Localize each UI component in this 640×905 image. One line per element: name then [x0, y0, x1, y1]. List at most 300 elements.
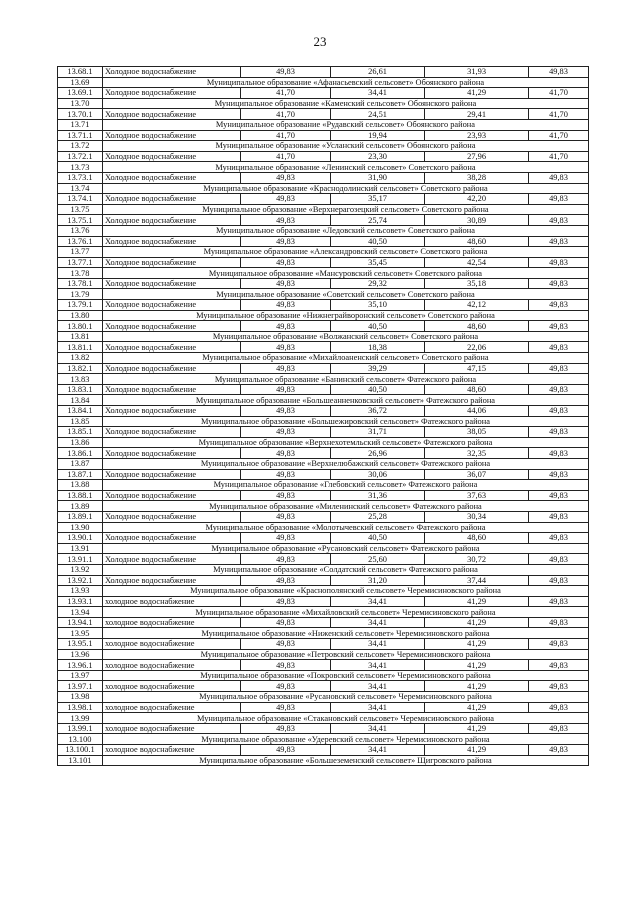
tariff-value-4: 49,83: [529, 490, 589, 501]
service-row: [58, 172, 589, 183]
tariff-value-4: 49,83: [529, 681, 589, 692]
municipality-row: [58, 692, 589, 703]
tariff-value-3: 42,12: [425, 300, 529, 311]
service-name: Холодное водоснабжение: [102, 384, 240, 395]
municipality-name: Муниципальное образование «Большежировский сельсовет» Фатежского района: [102, 416, 588, 427]
row-number: 13.88: [58, 480, 103, 491]
municipality-name: Муниципальное образование «Русановский сельсовет» Черемисиновского района: [102, 692, 588, 703]
municipality-name: Муниципальное образование «Русановский сельсовет» Фатежского района: [102, 543, 588, 554]
tariff-value-1: 49,83: [241, 745, 331, 756]
row-number: 13.85.1: [58, 427, 103, 438]
tariff-value-3: 42,20: [425, 194, 529, 205]
row-number: 13.82.1: [58, 363, 103, 374]
tariff-value-1: 49,83: [241, 469, 331, 480]
tariff-value-2: 31,36: [330, 490, 424, 501]
tariff-value-2: 24,51: [330, 109, 424, 120]
municipality-name: Муниципальное образование «Ледовский сельсовет» Советского района: [102, 225, 588, 236]
tariff-value-2: 34,41: [330, 596, 424, 607]
tariff-value-3: 31,93: [425, 67, 529, 78]
municipality-row: [58, 480, 589, 491]
tariff-value-4: 49,83: [529, 575, 589, 586]
row-number: 13.89.1: [58, 511, 103, 522]
tariff-value-1: 49,83: [241, 490, 331, 501]
page-number: 23: [313, 34, 327, 49]
municipality-row: [58, 162, 589, 173]
row-number: 13.78: [58, 268, 103, 279]
row-number: 13.76.1: [58, 236, 103, 247]
municipality-name: Муниципальное образование «Ниженский сельсовет» Черемисиновского района: [102, 628, 588, 639]
tariff-value-3: 38,05: [425, 427, 529, 438]
municipality-row: [58, 607, 589, 618]
tariff-value-2: 40,50: [330, 321, 424, 332]
municipality-row: [58, 649, 589, 660]
tariff-value-2: 35,10: [330, 300, 424, 311]
tariff-value-2: 30,06: [330, 469, 424, 480]
service-name: Холодное водоснабжение: [102, 67, 240, 78]
service-name: Холодное водоснабжение: [102, 342, 240, 353]
row-number: 13.77.1: [58, 257, 103, 268]
row-number: 13.68.1: [58, 67, 103, 78]
service-name: Холодное водоснабжение: [102, 511, 240, 522]
tariff-value-4: 49,83: [529, 67, 589, 78]
row-number: 13.73: [58, 162, 103, 173]
tariff-value-4: 49,83: [529, 596, 589, 607]
service-name: Холодное водоснабжение: [102, 130, 240, 141]
service-row: [58, 109, 589, 120]
row-number: 13.95.1: [58, 639, 103, 650]
service-name: Холодное водоснабжение: [102, 554, 240, 565]
tariff-value-1: 49,83: [241, 194, 331, 205]
tariff-value-4: 49,83: [529, 554, 589, 565]
tariff-value-3: 41,29: [425, 723, 529, 734]
tariff-value-1: 49,83: [241, 596, 331, 607]
municipality-name: Муниципальное образование «Верхнерагозецкий сельсовет» Советского района: [102, 204, 588, 215]
tariff-value-2: 31,71: [330, 427, 424, 438]
row-number: 13.91.1: [58, 554, 103, 565]
tariff-value-2: 34,41: [330, 639, 424, 650]
tariff-value-1: 49,83: [241, 448, 331, 459]
tariff-value-4: 49,83: [529, 406, 589, 417]
municipality-name: Муниципальное образование «Советский сельсовет» Советского района: [102, 289, 588, 300]
tariff-value-2: 40,50: [330, 236, 424, 247]
tariff-value-1: 41,70: [241, 88, 331, 99]
service-row: [58, 151, 589, 162]
service-name: Холодное водоснабжение: [102, 215, 240, 226]
row-number: 13.98.1: [58, 702, 103, 713]
tariff-value-2: 35,45: [330, 257, 424, 268]
service-row: [58, 490, 589, 501]
tariff-value-3: 30,72: [425, 554, 529, 565]
municipality-row: [58, 268, 589, 279]
service-row: [58, 257, 589, 268]
service-name: холодное водоснабжение: [102, 639, 240, 650]
tariff-value-3: 29,41: [425, 109, 529, 120]
tariff-value-4: 49,83: [529, 448, 589, 459]
municipality-row: [58, 289, 589, 300]
municipality-name: Муниципальное образование «Большеанненковский сельсовет» Фатежского района: [102, 395, 588, 406]
municipality-name: Муниципальное образование «Краснодолинский сельсовет» Советского района: [102, 183, 588, 194]
row-number: 13.77: [58, 247, 103, 258]
tariff-value-4: 49,83: [529, 300, 589, 311]
tariff-value-3: 48,60: [425, 384, 529, 395]
row-number: 13.84: [58, 395, 103, 406]
service-name: Холодное водоснабжение: [102, 88, 240, 99]
tariff-value-1: 49,83: [241, 617, 331, 628]
municipality-row: [58, 628, 589, 639]
municipality-row: [58, 395, 589, 406]
row-number: 13.92.1: [58, 575, 103, 586]
row-number: 13.93: [58, 586, 103, 597]
service-name: Холодное водоснабжение: [102, 236, 240, 247]
tariff-table: [57, 66, 589, 766]
row-number: 13.69.1: [58, 88, 103, 99]
tariff-value-1: 49,83: [241, 236, 331, 247]
municipality-name: Муниципальное образование «Михайлоаненский сельсовет» Советского района: [102, 353, 588, 364]
municipality-row: [58, 543, 589, 554]
tariff-table-body: [58, 67, 589, 766]
tariff-value-4: 49,83: [529, 236, 589, 247]
row-number: 13.89: [58, 501, 103, 512]
tariff-value-3: 23,93: [425, 130, 529, 141]
municipality-row: [58, 458, 589, 469]
row-number: 13.72.1: [58, 151, 103, 162]
tariff-value-1: 49,83: [241, 67, 331, 78]
row-number: 13.69: [58, 77, 103, 88]
row-number: 13.99.1: [58, 723, 103, 734]
row-number: 13.91: [58, 543, 103, 554]
tariff-value-1: 41,70: [241, 109, 331, 120]
municipality-name: Муниципальное образование «Покровский сельсовет» Черемисиновского района: [102, 670, 588, 681]
service-row: [58, 130, 589, 141]
tariff-value-4: 41,70: [529, 109, 589, 120]
row-number: 13.87.1: [58, 469, 103, 480]
service-row: [58, 723, 589, 734]
municipality-row: [58, 119, 589, 130]
row-number: 13.93.1: [58, 596, 103, 607]
row-number: 13.99: [58, 713, 103, 724]
municipality-name: Муниципальное образование «Краснополянский сельсовет» Черемисиновского района: [102, 586, 588, 597]
tariff-value-2: 39,29: [330, 363, 424, 374]
row-number: 13.76: [58, 225, 103, 236]
tariff-value-1: 49,83: [241, 363, 331, 374]
tariff-value-1: 41,70: [241, 130, 331, 141]
tariff-value-3: 41,29: [425, 702, 529, 713]
service-row: [58, 745, 589, 756]
tariff-value-3: 37,44: [425, 575, 529, 586]
row-number: 13.80: [58, 310, 103, 321]
tariff-value-1: 49,83: [241, 575, 331, 586]
tariff-value-1: 49,83: [241, 723, 331, 734]
row-number: 13.97.1: [58, 681, 103, 692]
municipality-row: [58, 586, 589, 597]
row-number: 13.88.1: [58, 490, 103, 501]
service-row: [58, 215, 589, 226]
municipality-row: [58, 374, 589, 385]
service-name: холодное водоснабжение: [102, 723, 240, 734]
municipality-row: [58, 734, 589, 745]
tariff-value-2: 40,50: [330, 384, 424, 395]
tariff-value-3: 42,54: [425, 257, 529, 268]
municipality-name: Муниципальное образование «Банинский сельсовет» Фатежского района: [102, 374, 588, 385]
row-number: 13.73.1: [58, 172, 103, 183]
tariff-value-3: 48,60: [425, 236, 529, 247]
row-number: 13.92: [58, 564, 103, 575]
tariff-value-3: 22,06: [425, 342, 529, 353]
service-row: [58, 321, 589, 332]
row-number: 13.78.1: [58, 278, 103, 289]
municipality-row: [58, 501, 589, 512]
tariff-value-4: 41,70: [529, 130, 589, 141]
tariff-value-2: 25,60: [330, 554, 424, 565]
tariff-value-1: 49,83: [241, 406, 331, 417]
municipality-row: [58, 204, 589, 215]
municipality-row: [58, 755, 589, 766]
row-number: 13.80.1: [58, 321, 103, 332]
municipality-name: Муниципальное образование «Стакановский сельсовет» Черемисиновского района: [102, 713, 588, 724]
municipality-name: Муниципальное образование «Нижнеграйворонский сельсовет» Советского района: [102, 310, 588, 321]
tariff-value-3: 41,29: [425, 639, 529, 650]
row-number: 13.83: [58, 374, 103, 385]
service-row: [58, 660, 589, 671]
municipality-name: Муниципальное образование «Афанасьевский сельсовет» Обоянского района: [102, 77, 588, 88]
service-name: Холодное водоснабжение: [102, 490, 240, 501]
service-name: Холодное водоснабжение: [102, 257, 240, 268]
row-number: 13.96.1: [58, 660, 103, 671]
tariff-value-4: 49,83: [529, 511, 589, 522]
service-name: Холодное водоснабжение: [102, 172, 240, 183]
municipality-name: Муниципальное образование «Петровский сельсовет» Черемисиновского района: [102, 649, 588, 660]
tariff-value-4: 41,70: [529, 151, 589, 162]
tariff-value-2: 31,90: [330, 172, 424, 183]
row-number: 13.94.1: [58, 617, 103, 628]
service-name: Холодное водоснабжение: [102, 427, 240, 438]
row-number: 13.90: [58, 522, 103, 533]
service-row: [58, 681, 589, 692]
row-number: 13.98: [58, 692, 103, 703]
service-name: Холодное водоснабжение: [102, 363, 240, 374]
tariff-value-2: 34,41: [330, 617, 424, 628]
tariff-value-2: 35,17: [330, 194, 424, 205]
service-name: холодное водоснабжение: [102, 702, 240, 713]
tariff-value-4: 49,83: [529, 427, 589, 438]
row-number: 13.95: [58, 628, 103, 639]
row-number: 13.79: [58, 289, 103, 300]
tariff-value-3: 48,60: [425, 321, 529, 332]
municipality-name: Муниципальное образование «Верхнелюбажский сельсовет» Фатежского района: [102, 458, 588, 469]
row-number: 13.70: [58, 98, 103, 109]
service-name: Холодное водоснабжение: [102, 533, 240, 544]
municipality-row: [58, 564, 589, 575]
tariff-value-2: 34,41: [330, 702, 424, 713]
municipality-name: Муниципальное образование «Каменский сельсовет» Обоянского района: [102, 98, 588, 109]
service-row: [58, 554, 589, 565]
service-name: холодное водоснабжение: [102, 745, 240, 756]
tariff-value-2: 34,41: [330, 88, 424, 99]
tariff-value-2: 34,41: [330, 660, 424, 671]
tariff-value-1: 49,83: [241, 172, 331, 183]
row-number: 13.84.1: [58, 406, 103, 417]
tariff-value-3: 36,07: [425, 469, 529, 480]
row-number: 13.75: [58, 204, 103, 215]
tariff-value-1: 49,83: [241, 554, 331, 565]
tariff-value-4: 49,83: [529, 723, 589, 734]
service-name: Холодное водоснабжение: [102, 300, 240, 311]
tariff-value-4: 49,83: [529, 639, 589, 650]
tariff-value-4: 49,83: [529, 617, 589, 628]
tariff-value-4: 49,83: [529, 321, 589, 332]
municipality-row: [58, 522, 589, 533]
tariff-value-4: 41,70: [529, 88, 589, 99]
municipality-row: [58, 437, 589, 448]
municipality-name: Муниципальное образование «Мансуровский сельсовет» Советского района: [102, 268, 588, 279]
row-number: 13.75.1: [58, 215, 103, 226]
tariff-value-4: 49,83: [529, 172, 589, 183]
tariff-value-2: 23,30: [330, 151, 424, 162]
tariff-value-1: 49,83: [241, 660, 331, 671]
service-row: [58, 617, 589, 628]
tariff-value-3: 37,63: [425, 490, 529, 501]
municipality-row: [58, 670, 589, 681]
municipality-row: [58, 247, 589, 258]
tariff-value-3: 27,96: [425, 151, 529, 162]
tariff-value-4: 49,83: [529, 215, 589, 226]
tariff-value-3: 41,29: [425, 617, 529, 628]
tariff-value-1: 41,70: [241, 151, 331, 162]
tariff-value-3: 30,89: [425, 215, 529, 226]
tariff-value-2: 25,74: [330, 215, 424, 226]
tariff-value-1: 49,83: [241, 257, 331, 268]
tariff-value-1: 49,83: [241, 533, 331, 544]
service-name: холодное водоснабжение: [102, 617, 240, 628]
municipality-name: Муниципальное образование «Молотычевский сельсовет» Фатежского района: [102, 522, 588, 533]
service-name: Холодное водоснабжение: [102, 151, 240, 162]
tariff-value-1: 49,83: [241, 321, 331, 332]
tariff-value-2: 34,41: [330, 681, 424, 692]
service-row: [58, 88, 589, 99]
tariff-value-1: 49,83: [241, 639, 331, 650]
row-number: 13.86: [58, 437, 103, 448]
tariff-value-2: 31,20: [330, 575, 424, 586]
service-row: [58, 363, 589, 374]
tariff-value-4: 49,83: [529, 342, 589, 353]
service-name: Холодное водоснабжение: [102, 406, 240, 417]
tariff-value-3: 41,29: [425, 88, 529, 99]
service-row: [58, 448, 589, 459]
tariff-value-2: 40,50: [330, 533, 424, 544]
row-number: 13.101: [58, 755, 103, 766]
service-row: [58, 342, 589, 353]
row-number: 13.74.1: [58, 194, 103, 205]
tariff-value-4: 49,83: [529, 533, 589, 544]
municipality-row: [58, 353, 589, 364]
service-name: Холодное водоснабжение: [102, 448, 240, 459]
row-number: 13.83.1: [58, 384, 103, 395]
row-number: 13.81: [58, 331, 103, 342]
service-row: [58, 406, 589, 417]
tariff-value-3: 41,29: [425, 681, 529, 692]
tariff-value-4: 49,83: [529, 702, 589, 713]
tariff-value-1: 49,83: [241, 384, 331, 395]
row-number: 13.90.1: [58, 533, 103, 544]
tariff-value-2: 18,38: [330, 342, 424, 353]
tariff-value-1: 49,83: [241, 702, 331, 713]
row-number: 13.86.1: [58, 448, 103, 459]
municipality-name: Муниципальное образование «Александровский сельсовет» Советского района: [102, 247, 588, 258]
service-row: [58, 533, 589, 544]
row-number: 13.97: [58, 670, 103, 681]
municipality-row: [58, 331, 589, 342]
service-name: холодное водоснабжение: [102, 681, 240, 692]
tariff-value-3: 30,34: [425, 511, 529, 522]
tariff-value-2: 34,41: [330, 723, 424, 734]
row-number: 13.74: [58, 183, 103, 194]
municipality-name: Муниципальное образование «Большеземенский сельсовет» Щигровского района: [102, 755, 588, 766]
municipality-name: Муниципальное образование «Миленинский сельсовет» Фатежского района: [102, 501, 588, 512]
service-name: холодное водоснабжение: [102, 596, 240, 607]
municipality-row: [58, 225, 589, 236]
tariff-value-3: 38,28: [425, 172, 529, 183]
service-name: Холодное водоснабжение: [102, 109, 240, 120]
row-number: 13.71.1: [58, 130, 103, 141]
tariff-value-3: 47,15: [425, 363, 529, 374]
service-row: [58, 278, 589, 289]
row-number: 13.70.1: [58, 109, 103, 120]
tariff-value-3: 41,29: [425, 596, 529, 607]
service-row: [58, 236, 589, 247]
row-number: 13.96: [58, 649, 103, 660]
tariff-value-2: 25,28: [330, 511, 424, 522]
tariff-value-1: 49,83: [241, 681, 331, 692]
municipality-row: [58, 98, 589, 109]
tariff-value-4: 49,83: [529, 660, 589, 671]
tariff-value-3: 41,29: [425, 745, 529, 756]
service-row: [58, 194, 589, 205]
service-row: [58, 300, 589, 311]
tariff-value-3: 35,18: [425, 278, 529, 289]
service-row: [58, 639, 589, 650]
service-row: [58, 469, 589, 480]
municipality-name: Муниципальное образование «Солдатский сельсовет» Фатежского района: [102, 564, 588, 575]
tariff-value-3: 48,60: [425, 533, 529, 544]
tariff-value-3: 44,06: [425, 406, 529, 417]
row-number: 13.72: [58, 141, 103, 152]
municipality-name: Муниципальное образование «Усланский сельсовет» Обоянского района: [102, 141, 588, 152]
tariff-value-1: 49,83: [241, 511, 331, 522]
service-name: Холодное водоснабжение: [102, 278, 240, 289]
municipality-name: Муниципальное образование «Волжанский сельсовет» Советского района: [102, 331, 588, 342]
tariff-value-1: 49,83: [241, 342, 331, 353]
row-number: 13.81.1: [58, 342, 103, 353]
municipality-row: [58, 183, 589, 194]
municipality-row: [58, 416, 589, 427]
tariff-value-2: 36,72: [330, 406, 424, 417]
municipality-name: Муниципальное образование «Михайловский сельсовет» Черемисиновского района: [102, 607, 588, 618]
tariff-value-3: 41,29: [425, 660, 529, 671]
service-row: [58, 427, 589, 438]
tariff-value-1: 49,83: [241, 300, 331, 311]
tariff-value-4: 49,83: [529, 384, 589, 395]
row-number: 13.100: [58, 734, 103, 745]
municipality-name: Муниципальное образование «Ленинский сельсовет» Советского района: [102, 162, 588, 173]
row-number: 13.94: [58, 607, 103, 618]
municipality-name: Муниципальное образование «Удеревский сельсовет» Черемисиновского района: [102, 734, 588, 745]
municipality-name: Муниципальное образование «Глебовский сельсовет» Фатежского района: [102, 480, 588, 491]
service-row: [58, 384, 589, 395]
tariff-value-1: 49,83: [241, 215, 331, 226]
service-name: Холодное водоснабжение: [102, 575, 240, 586]
service-name: Холодное водоснабжение: [102, 194, 240, 205]
tariff-value-4: 49,83: [529, 745, 589, 756]
